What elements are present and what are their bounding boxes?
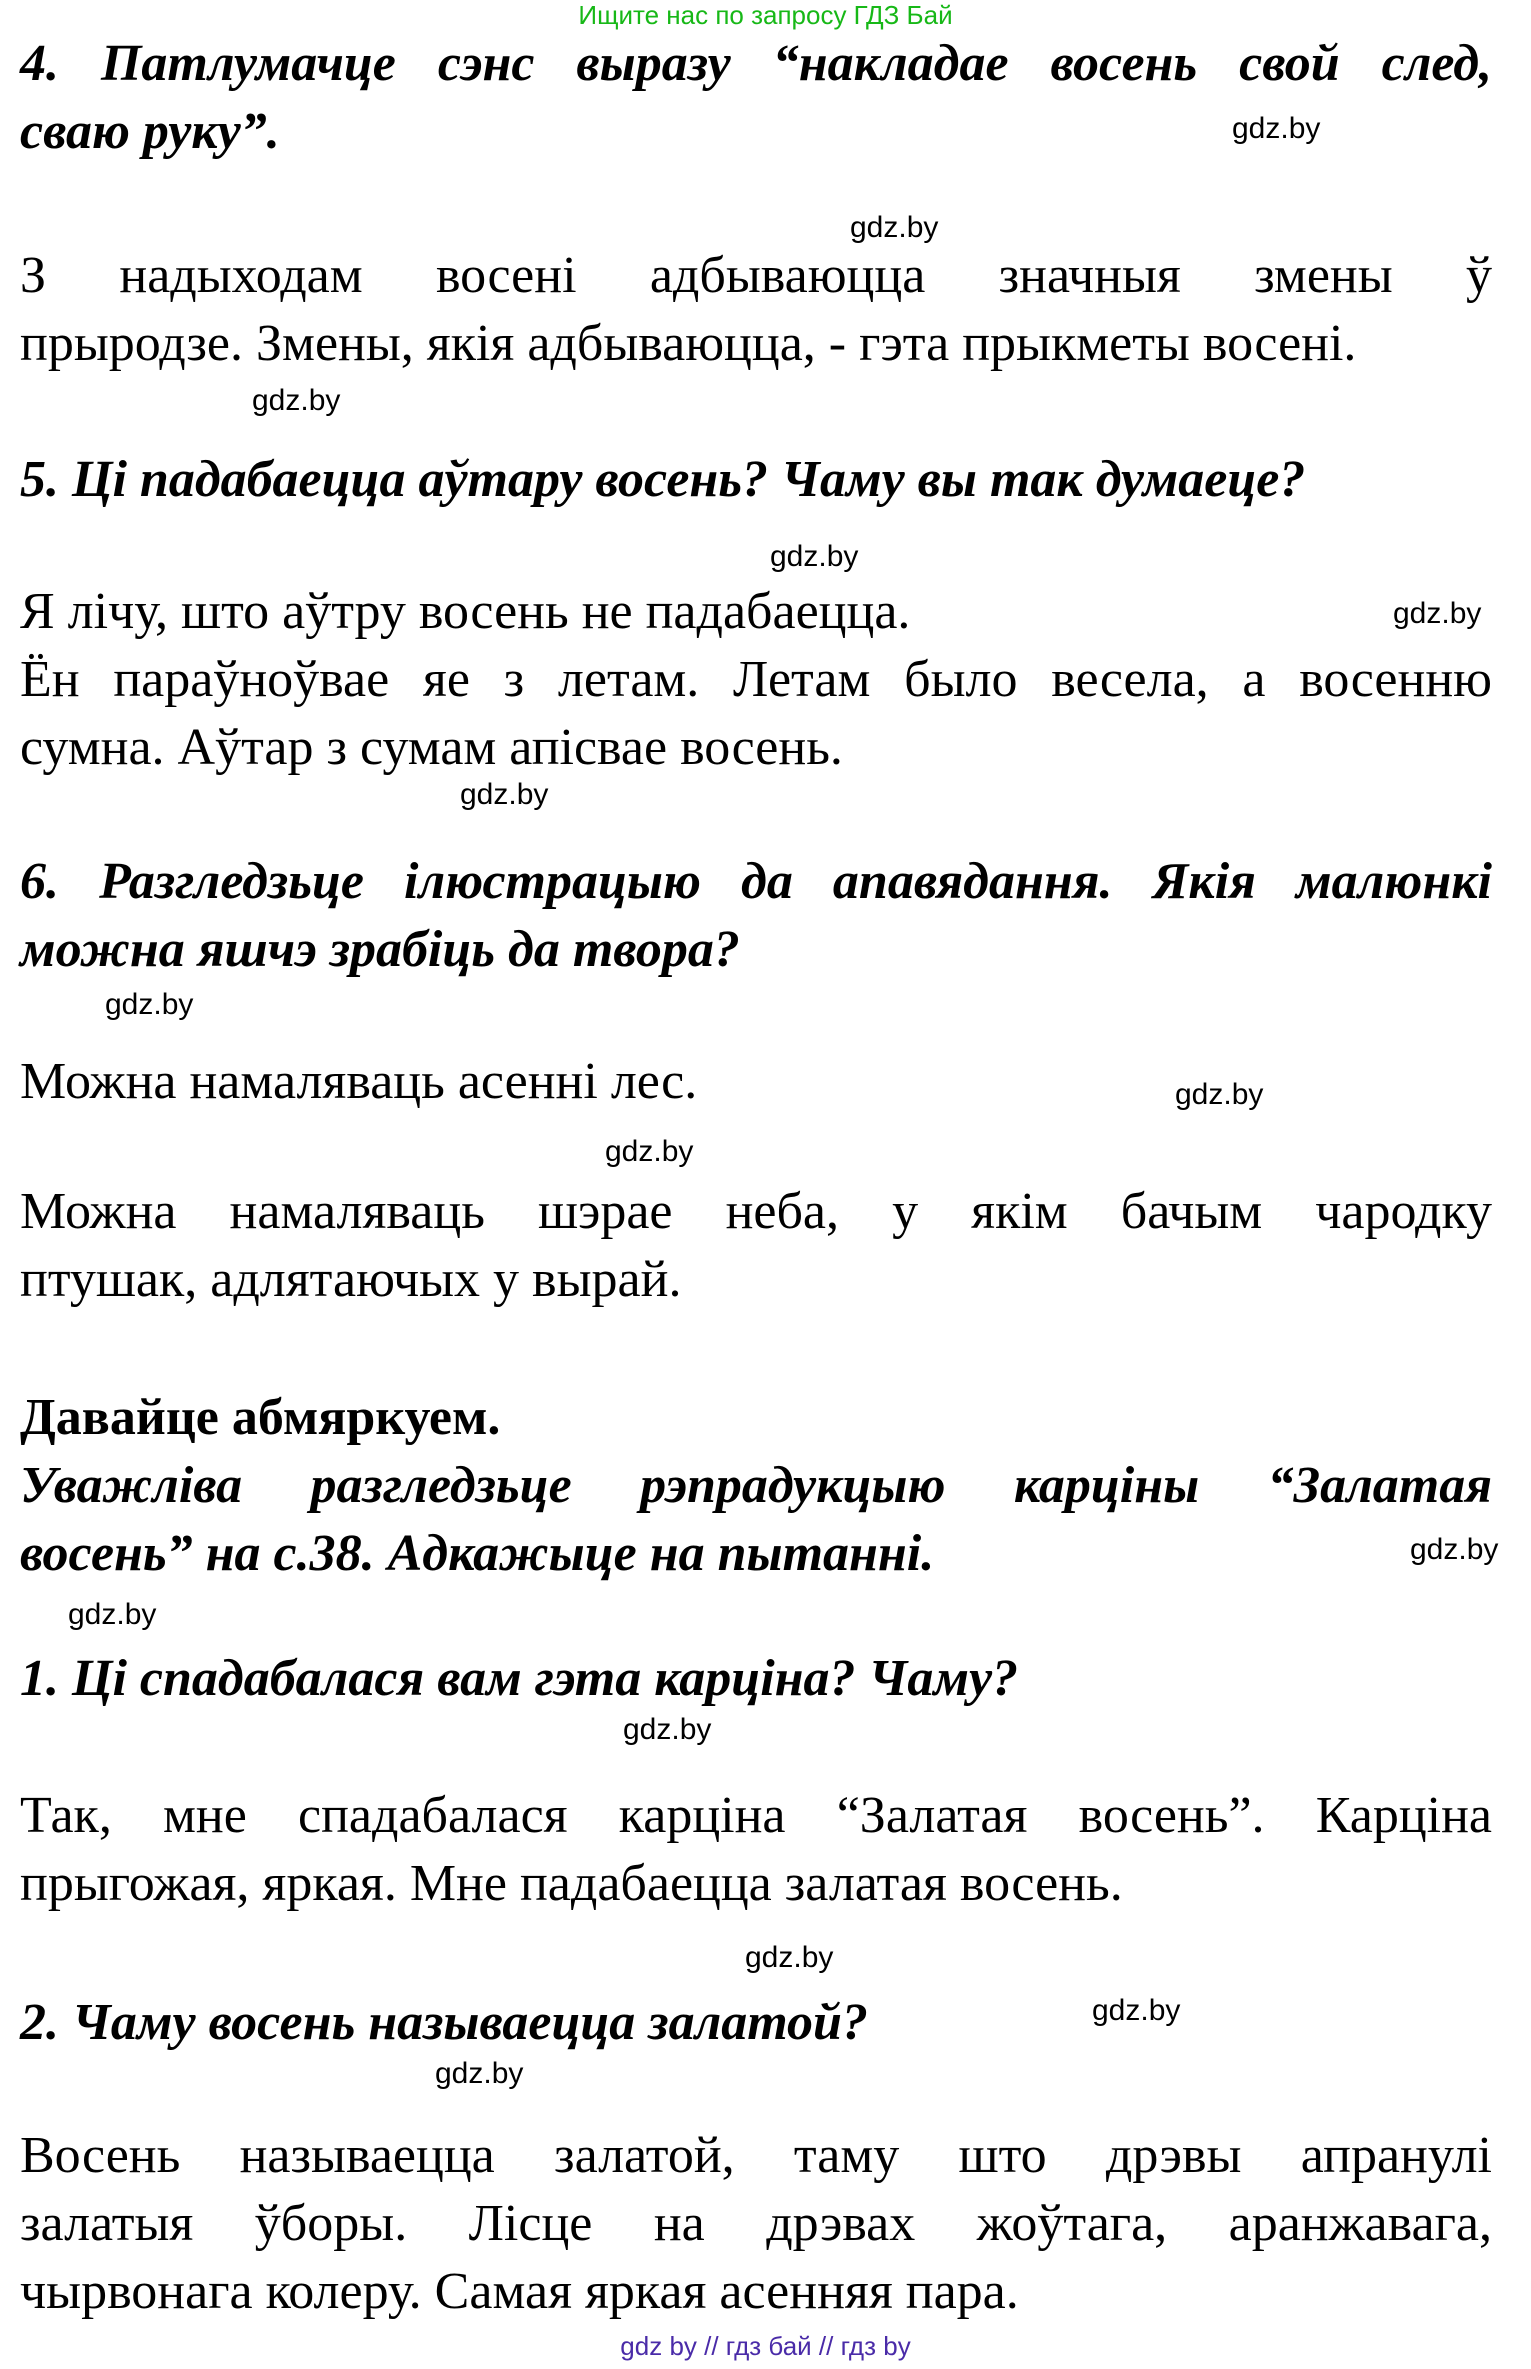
watermark: gdz.by — [745, 1941, 834, 1974]
answer-5-line-2: Ён параўноўвае яе з летам. Летам было весела, а восенню — [20, 651, 1492, 708]
question-5 — [20, 446, 1492, 514]
discussion-answer-2-line-1: Восень называецца залатой, таму што дрэвы апранулі — [20, 2127, 1492, 2184]
question-6-line-1: 6. Разгледзьце ілюстрацыю да апавядання. Якія малюнкі — [20, 853, 1492, 910]
discussion-heading-text: Давайце абмяркуем. — [20, 1389, 501, 1446]
answer-4 — [20, 242, 1492, 378]
discussion-heading — [20, 1384, 1492, 1452]
discussion-answer-2-line-2: залатыя ўборы. Лісце на дрэвах жоўтага, аранжавага, — [20, 2195, 1492, 2252]
watermark: gdz.by — [105, 988, 194, 1021]
top-banner: Ищите нас по запросу ГДЗ Бай — [578, 0, 953, 30]
discussion-question-1-text: 1. Ці спадабалася вам гэта карціна? Чаму? — [20, 1650, 1019, 1707]
answer-4-line-2: прыродзе. Змены, якія адбываюцца, - гэта прыкметы восені. — [20, 315, 1357, 372]
discussion-task — [20, 1452, 1492, 1588]
question-6 — [20, 848, 1492, 984]
watermark: gdz.by — [252, 384, 341, 417]
discussion-question-1 — [20, 1645, 1492, 1713]
discussion-answer-1 — [20, 1782, 1492, 1918]
answer-6-line-2: Можна намаляваць шэрае неба, у якім бачым чародку — [20, 1183, 1492, 1240]
answer-5-line-3: сумна. Аўтар з сумам апісвае восень. — [20, 719, 843, 776]
answer-6-paragraph-1 — [20, 1048, 1492, 1116]
watermark: gdz.by — [460, 778, 549, 811]
discussion-answer-2 — [20, 2122, 1492, 2326]
watermark: gdz.by — [605, 1135, 694, 1168]
watermark: gdz.by — [68, 1598, 157, 1631]
watermark: gdz.by — [770, 540, 859, 573]
footer-links: gdz by // гдз бай // гдз by — [620, 2331, 911, 2361]
answer-5 — [20, 578, 1492, 782]
watermark: gdz.by — [850, 211, 939, 244]
question-5-line-1: 5. Ці падабаецца аўтару восень? Чаму вы так думаеце? — [20, 451, 1306, 508]
watermark: gdz.by — [1232, 112, 1321, 145]
answer-4-line-1: З надыходам восені адбываюцца значныя змены ў — [20, 247, 1492, 304]
discussion-answer-1-line-2: прыгожая, яркая. Мне падабаецца залатая восень. — [20, 1855, 1123, 1912]
discussion-answer-1-line-1: Так, мне спадабалася карціна “Залатая восень”. Карціна — [20, 1787, 1492, 1844]
discussion-question-2-text: 2. Чаму восень называецца залатой? — [20, 1994, 868, 2051]
discussion-question-2 — [20, 1989, 1492, 2057]
watermark: gdz.by — [623, 1713, 712, 1746]
answer-6-paragraph-2 — [20, 1178, 1492, 1314]
watermark: gdz.by — [435, 2057, 524, 2090]
answer-6-line-3: птушак, адлятаючых у вырай. — [20, 1251, 682, 1308]
answer-6-line-1: Можна намаляваць асенні лес. — [20, 1053, 698, 1110]
question-4-line-1: 4. Патлумачце сэнс выразу “накладае восень свой след, — [20, 35, 1492, 92]
watermark: gdz.by — [1175, 1078, 1264, 1111]
answer-5-line-1: Я лічу, што аўтру восень не падабаецца. — [20, 583, 911, 640]
discussion-task-line-2: восень” на с.38. Адкажыце на пытанні. — [20, 1525, 935, 1582]
discussion-answer-2-line-3: чырвонага колеру. Самая яркая асенняя пара. — [20, 2263, 1019, 2320]
watermark: gdz.by — [1092, 1994, 1181, 2027]
discussion-task-line-1: Уважліва разгледзьце рэпрадукцыю карціны “Залатая — [20, 1457, 1492, 1514]
question-4-line-2: сваю руку”. — [20, 103, 280, 160]
watermark: gdz.by — [1393, 597, 1482, 630]
watermark: gdz.by — [1410, 1533, 1499, 1566]
question-6-line-2: можна яшчэ зрабіць да твора? — [20, 921, 740, 978]
